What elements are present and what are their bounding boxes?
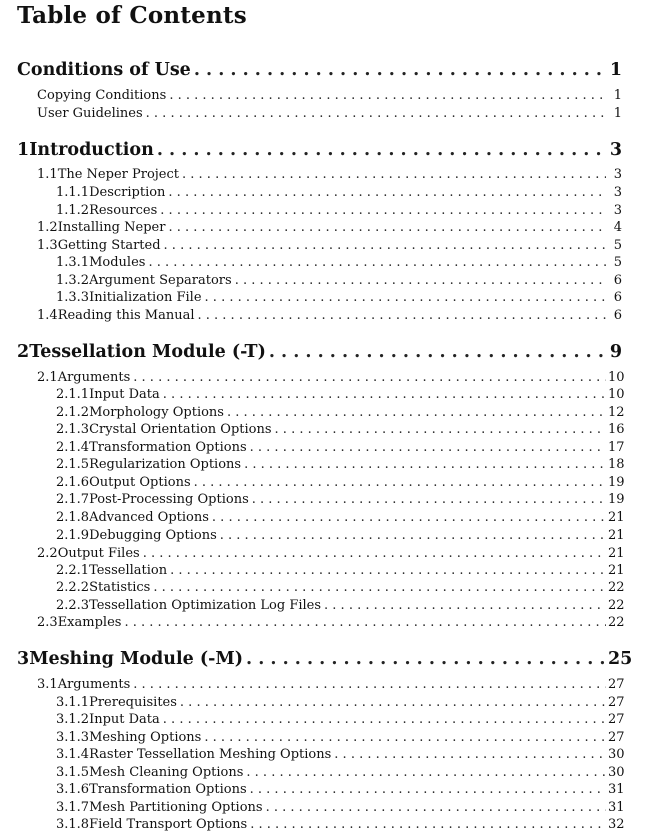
toc-entry[interactable]	[56, 387, 625, 402]
toc-entry-label: Getting Started	[57, 238, 161, 253]
dot-leader	[133, 677, 606, 692]
toc-entry-label: Argument Separators	[89, 273, 232, 288]
toc-entry-number: 2.1.7	[56, 492, 90, 507]
toc-entry[interactable]	[37, 677, 625, 692]
toc-entry-label: Tessellation	[89, 563, 168, 578]
toc-entry[interactable]	[56, 457, 625, 472]
dot-leader	[220, 528, 606, 543]
toc-entry-label: Debugging Options	[89, 528, 217, 543]
toc-entry[interactable]	[56, 255, 622, 270]
dot-leader	[160, 203, 606, 218]
dot-leader	[235, 273, 606, 288]
toc-entry-number: 2.1.8	[56, 510, 90, 525]
toc-entry-page: 27	[608, 677, 625, 692]
toc-entry[interactable]	[37, 220, 622, 235]
toc-entry-page: 30	[608, 747, 625, 762]
dot-leader	[246, 765, 606, 780]
toc-entry-number: 2.1.1	[56, 387, 90, 402]
toc-entry-page: 19	[608, 475, 625, 490]
toc-entry-number: 1.1	[37, 167, 58, 182]
toc-entry[interactable]	[37, 88, 622, 103]
toc-entry[interactable]	[56, 492, 625, 507]
toc-entry[interactable]	[56, 563, 625, 578]
toc-entry-page: 1	[613, 88, 622, 103]
toc-entry-label: Post-Processing Options	[89, 492, 249, 507]
toc-entry-label: User Guidelines	[37, 106, 143, 121]
dot-leader	[227, 405, 606, 420]
dot-leader	[148, 255, 606, 270]
dot-leader	[194, 475, 606, 490]
toc-entry-page: 31	[608, 782, 625, 797]
toc-entry[interactable]	[56, 730, 625, 745]
toc-entry-page: 3	[613, 185, 622, 200]
toc-entry-number: 2.2.3	[56, 598, 90, 613]
toc-entry-label: Input Data	[89, 387, 160, 402]
toc-entry-number: 2.2.1	[56, 563, 90, 578]
dot-leader	[146, 106, 606, 121]
toc-entry-label: Raster Tessellation Meshing Options	[89, 747, 332, 762]
toc-entry-page: 32	[608, 817, 625, 832]
toc-entry-number: 1.3.1	[56, 255, 90, 270]
toc-entry-page: 6	[613, 290, 622, 305]
toc-entry[interactable]	[37, 308, 622, 323]
toc-entry-number: 3.1.4	[56, 747, 90, 762]
toc-entry-number: 1.2	[37, 220, 58, 235]
toc-entry-label: Morphology Options	[89, 405, 224, 420]
toc-entry-number: 1	[17, 140, 30, 160]
toc-entry[interactable]	[56, 203, 622, 218]
toc-entry-page: 12	[608, 405, 625, 420]
toc-entry[interactable]	[56, 817, 625, 832]
dot-leader	[204, 730, 606, 745]
toc-entry[interactable]	[37, 106, 622, 121]
dot-leader	[269, 342, 606, 362]
toc-entry-page: 19	[608, 492, 625, 507]
toc-entry[interactable]	[56, 510, 625, 525]
toc-entry-label: Crystal Orientation Options	[89, 422, 272, 437]
toc-entry-page: 10	[608, 370, 625, 385]
dot-leader	[252, 492, 606, 507]
toc-entry-page: 5	[613, 255, 622, 270]
toc-entry-number: 3.1.3	[56, 730, 90, 745]
toc-entry[interactable]	[56, 782, 625, 797]
toc-entry[interactable]	[56, 185, 622, 200]
toc-entry-number: 2.2	[37, 546, 58, 561]
toc-entry-number: 3.1.1	[56, 695, 90, 710]
toc-entry-page: 31	[608, 800, 625, 815]
toc-entry-number: 3.1	[37, 677, 58, 692]
dot-leader	[163, 387, 606, 402]
toc-entry-page: 10	[608, 387, 625, 402]
toc-entry-label: The Neper Project	[57, 167, 180, 182]
toc-entry-page: 22	[608, 580, 625, 595]
dot-leader	[198, 308, 607, 323]
toc-entry-label: Prerequisites	[89, 695, 177, 710]
toc-entry-label: Regularization Options	[89, 457, 242, 472]
toc-entry[interactable]	[37, 615, 625, 630]
toc-entry-number: 2.3	[37, 615, 58, 630]
dot-leader	[170, 563, 606, 578]
toc-entry-label: Arguments	[57, 370, 131, 385]
dot-leader	[143, 546, 606, 561]
toc-entry-page: 3	[613, 203, 622, 218]
toc-entry-label: Meshing Options	[89, 730, 202, 745]
dot-leader	[212, 510, 606, 525]
toc-entry-page: 17	[608, 440, 625, 455]
toc-entry-number: 2.1.4	[56, 440, 90, 455]
toc-entry-page: 27	[608, 695, 625, 710]
toc-entry-number: 3.1.5	[56, 765, 90, 780]
toc-entry-number: 3.1.6	[56, 782, 90, 797]
toc-entry-page: 3	[613, 167, 622, 182]
toc-entry-page: 30	[608, 765, 625, 780]
dot-leader	[163, 712, 606, 727]
toc-entry-number: 2.1.9	[56, 528, 90, 543]
toc-entry-label: Introduction	[29, 140, 154, 160]
toc-entry[interactable]	[56, 405, 625, 420]
toc-entry-number: 1.3.2	[56, 273, 90, 288]
toc-entry-number: 2.1.5	[56, 457, 90, 472]
toc-entry-number: 2.2.2	[56, 580, 90, 595]
toc-entry-page: 21	[608, 546, 625, 561]
toc-entry[interactable]	[17, 140, 622, 160]
dot-leader	[266, 800, 606, 815]
toc-entry[interactable]	[56, 598, 625, 613]
toc-entry-label: Mesh Cleaning Options	[89, 765, 244, 780]
toc-entry-number: 3.1.2	[56, 712, 90, 727]
dot-leader	[250, 817, 606, 832]
toc-entry-label: Meshing Module (-M)	[29, 649, 244, 669]
toc-entry-number: 2.1.6	[56, 475, 90, 490]
dot-leader	[153, 580, 606, 595]
toc-entry[interactable]	[56, 440, 625, 455]
toc-entry-label: Examples	[57, 615, 122, 630]
toc-entry-page: 9	[609, 342, 622, 362]
toc-entry-page: 22	[608, 615, 625, 630]
toc-entry-number: 2.1.3	[56, 422, 90, 437]
toc-entry[interactable]	[56, 580, 625, 595]
dot-leader	[244, 457, 606, 472]
toc-entry-number: 2	[17, 342, 30, 362]
toc-entry-label: Resources	[89, 203, 158, 218]
toc-entry-page: 6	[613, 273, 622, 288]
dot-leader	[250, 440, 606, 455]
dot-leader	[133, 370, 606, 385]
toc-entry-page: 27	[608, 730, 625, 745]
toc-entry-label: Copying Conditions	[37, 88, 167, 103]
toc-entry[interactable]	[56, 422, 625, 437]
toc-entry[interactable]	[56, 273, 622, 288]
toc-entry-page: 5	[613, 238, 622, 253]
toc-entry[interactable]	[56, 765, 625, 780]
toc-entry[interactable]	[37, 238, 622, 253]
dot-leader	[164, 238, 606, 253]
page-title: Table of Contents	[17, 2, 247, 29]
toc-entry-number: 2.1.2	[56, 405, 90, 420]
toc-entry-label: Tessellation Optimization Log Files	[89, 598, 322, 613]
toc-entry-label: Output Options	[89, 475, 191, 490]
toc-entry[interactable]	[37, 546, 625, 561]
dot-leader	[180, 695, 606, 710]
toc-entry[interactable]	[17, 60, 622, 80]
dot-leader	[205, 290, 606, 305]
toc-entry-number: 1.1.1	[56, 185, 90, 200]
dot-leader	[246, 649, 606, 669]
toc-entry-label: Modules	[89, 255, 146, 270]
dot-leader	[157, 140, 606, 160]
toc-entry-label: Tessellation Module (-T)	[29, 342, 266, 362]
toc-entry[interactable]	[37, 167, 622, 182]
toc-entry[interactable]	[56, 695, 625, 710]
toc-entry[interactable]	[56, 475, 625, 490]
toc-entry-page: 21	[608, 563, 625, 578]
toc-entry-page: 18	[608, 457, 625, 472]
toc-entry[interactable]	[56, 712, 625, 727]
toc-entry-page: 1	[609, 60, 622, 80]
toc-entry-page: 21	[608, 510, 625, 525]
toc-entry-number: 3	[17, 649, 30, 669]
dot-leader	[334, 747, 606, 762]
toc-entry-label: Statistics	[89, 580, 151, 595]
toc-entry-page: 16	[608, 422, 625, 437]
toc-entry-page: 1	[613, 106, 622, 121]
toc-entry-number: 2.1	[37, 370, 58, 385]
toc-entry-number: 1.1.2	[56, 203, 90, 218]
dot-leader	[168, 220, 606, 235]
toc-entry[interactable]	[56, 800, 625, 815]
toc-entry[interactable]	[17, 342, 622, 362]
toc-entry-label: Input Data	[89, 712, 160, 727]
toc-entry-label: Conditions of Use	[17, 60, 191, 80]
toc-entry[interactable]	[37, 370, 625, 385]
toc-entry-label: Transformation Options	[89, 440, 247, 455]
toc-entry-number: 3.1.7	[56, 800, 90, 815]
dot-leader	[124, 615, 606, 630]
toc-entry-page: 6	[613, 308, 622, 323]
toc-entry-label: Installing Neper	[57, 220, 166, 235]
toc-entry-page: 21	[608, 528, 625, 543]
toc-entry-number: 1.3.3	[56, 290, 90, 305]
toc-entry-page: 27	[608, 712, 625, 727]
dot-leader	[194, 60, 606, 80]
toc-entry-label: Field Transport Options	[89, 817, 248, 832]
toc-entry-number: 1.4	[37, 308, 58, 323]
dot-leader	[324, 598, 606, 613]
toc-entry[interactable]	[56, 290, 622, 305]
dot-leader	[168, 185, 606, 200]
dot-leader	[275, 422, 606, 437]
dot-leader	[182, 167, 606, 182]
toc-entry-label: Arguments	[57, 677, 131, 692]
toc-entry-number: 3.1.8	[56, 817, 90, 832]
toc-entry-label: Description	[89, 185, 166, 200]
toc-entry-label: Reading this Manual	[57, 308, 195, 323]
toc-entry-page: 25	[608, 649, 633, 669]
toc-entry-number: 1.3	[37, 238, 58, 253]
toc-entry-page: 4	[613, 220, 622, 235]
toc-entry-label: Output Files	[57, 546, 140, 561]
toc-entry-label: Transformation Options	[89, 782, 247, 797]
dot-leader	[169, 88, 606, 103]
toc-entry-page: 3	[609, 140, 622, 160]
toc-entry-label: Mesh Partitioning Options	[89, 800, 263, 815]
toc-entry-label: Advanced Options	[89, 510, 209, 525]
toc-entry[interactable]	[17, 649, 633, 669]
toc-entry[interactable]	[56, 528, 625, 543]
toc-entry-label: Initialization File	[89, 290, 202, 305]
dot-leader	[250, 782, 606, 797]
toc-entry[interactable]	[56, 747, 625, 762]
toc-entry-page: 22	[608, 598, 625, 613]
